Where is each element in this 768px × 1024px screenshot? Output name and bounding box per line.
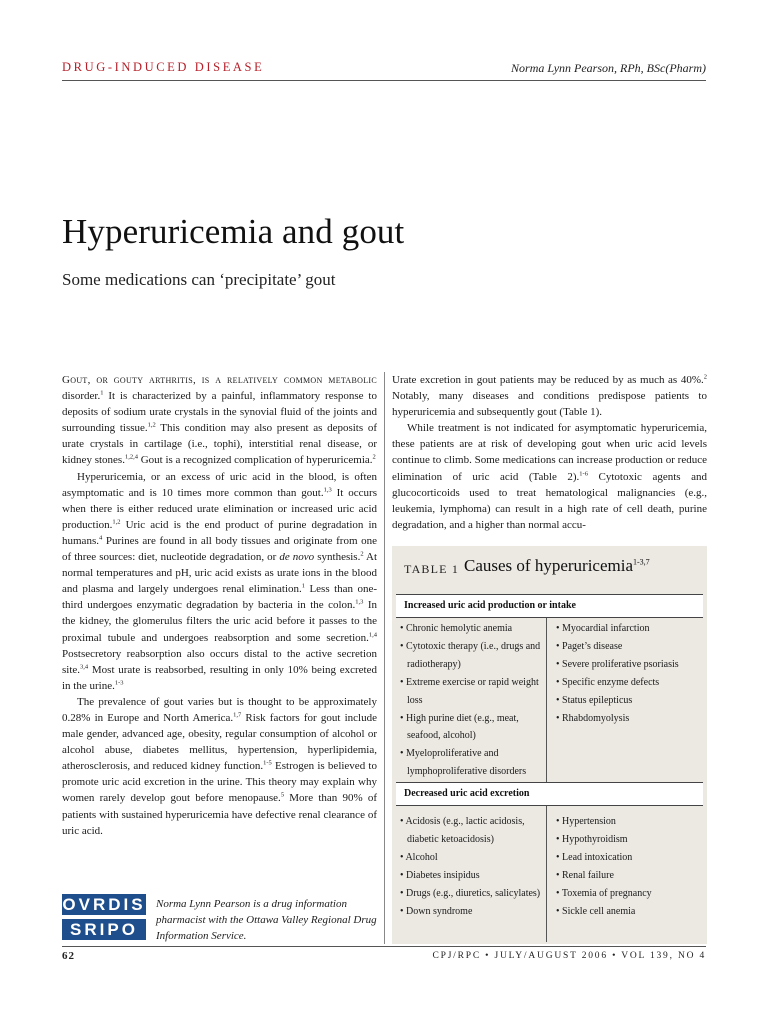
section-label: DRUG-INDUCED DISEASE <box>62 60 265 74</box>
citation-ref: 1-6 <box>579 469 588 477</box>
citation-ref: 1-5 <box>263 759 272 767</box>
paragraph-prevalence <box>62 694 377 839</box>
table-list-item: • Cytotoxic therapy (i.e., drugs and radiotherapy) <box>400 638 545 674</box>
citation-ref: 1,2 <box>112 518 121 526</box>
citation-ref: 2 <box>372 453 376 461</box>
author-bio: Norma Lynn Pearson is a drug information pharmacist with the Ottawa Valley Regional Drug Information Service. <box>156 898 377 942</box>
text-run: At normal temperatures and pH, uric acid exists as urate ions in the blood and plasma and largely undergoes renal elimination. <box>62 551 378 596</box>
table-list-item: • Sickle cell anemia <box>556 903 701 921</box>
table-causes-of-hyperuricemia <box>392 546 707 944</box>
citation-ref: 1,3 <box>323 486 332 493</box>
text-run: Most urate is reabsorbed, resulting in only 10% being excreted in the urine. <box>62 663 377 692</box>
paragraph-intro <box>62 372 377 469</box>
citation-ref: 2 <box>360 550 364 558</box>
text-run: This condition may also present as deposits of urate crystals in cartilage (i.e., tophi), interstitial renal disease, or kidney stones. <box>62 422 377 467</box>
text-run: Cytotoxic agents and glucocorticoids used to treat hematological malignancies (e.g., leukemia, lymphoma) can result in a high rate of cell death, purine degradation, and a higher than normal accu- <box>392 470 707 531</box>
table-list-item: • Severe proliferative psoriasis <box>556 656 701 674</box>
table-list-item: • Toxemia of pregnancy <box>556 885 701 903</box>
lead-in-text: Gout, or gouty arthritis, is a relatively common metabolic <box>62 374 377 386</box>
table-column-divider <box>546 806 547 942</box>
column-divider <box>384 372 385 944</box>
logo-text-bottom: SRIPO <box>62 919 146 940</box>
table-title-text: Causes of hyperuricemia <box>464 556 633 575</box>
table-list-item: • Myeloproliferative and lymphoproliferative disorders <box>400 745 545 781</box>
citation-ref: 4 <box>98 534 103 542</box>
logo-text-top: OVRDIS <box>62 895 146 914</box>
article-subtitle: Some medications can ‘precipitate’ gout <box>62 270 336 289</box>
citation-ref: 1,2 <box>147 421 156 429</box>
table-list-item: • Drugs (e.g., diuretics, salicylates) <box>400 885 545 903</box>
text-run: synthesis. <box>314 551 361 564</box>
text-run: The prevalence of gout varies but is thought to be approximately 0.28% in Europe and North America. <box>62 695 377 724</box>
citation-ref: 1,3 <box>355 598 364 606</box>
text-run: Less than one-third undergoes enzymatic degradation by bacteria in the colon. <box>62 583 377 612</box>
journal-citation: CPJ/RPC • JULY/AUGUST 2006 • VOL 139, NO 4 <box>432 951 706 961</box>
table-list-item: • Paget’s disease <box>556 638 701 656</box>
citation-ref: 1,2,4 <box>124 453 138 461</box>
ovrdis-sripo-logo <box>62 894 146 942</box>
table-column-divider <box>546 618 547 783</box>
header-divider <box>62 80 706 81</box>
table-section-heading: Decreased uric acid excretion <box>396 782 703 806</box>
text-run: Risk factors for gout include male gender, advanced age, obesity, regular consumption of alcohol or alcohol abuse, diabetes mellitus, hypertension, hyperlipidemia, atherosclerosis, and reduced kidney function. <box>62 711 377 773</box>
text-run: Hyperuricemia, or an excess of uric acid in the blood, is often asymptomatic and is 10 times more common than gout. <box>62 470 377 499</box>
text-run: Estrogen is believed to promote uric acid excretion in the urine. This theory may explain why women rarely develop gout before menopause. <box>62 760 377 805</box>
text-run: Urate excretion in gout patients may be reduced by as much as 40%. <box>392 374 704 386</box>
citation-ref: 1-3,7 <box>633 557 650 567</box>
citation-ref: 1 <box>301 582 306 590</box>
author-byline: Norma Lynn Pearson, RPh, BSc(Pharm) <box>511 61 706 75</box>
citation-ref: 1,4 <box>368 630 377 638</box>
text-run: Postsecretory reabsorption also occurs distal to the active secretion site. <box>62 647 377 676</box>
citation-ref: 1,7 <box>233 711 242 719</box>
italic-term: de novo <box>279 551 315 564</box>
table-list-item: • Rhabdomyolysis <box>556 710 701 728</box>
table-section-heading: Increased uric acid production or intake <box>396 594 703 618</box>
footer-divider <box>62 946 706 947</box>
table-list-item: • Lead intoxication <box>556 849 701 867</box>
citation-ref: 3,4 <box>80 663 89 671</box>
paragraph-treatment <box>392 420 707 533</box>
table-list-item: • Diabetes insipidus <box>400 867 545 885</box>
table-list-increased-left <box>400 620 545 781</box>
text-run: Notably, many diseases and conditions predispose patients to hyperuricemia and subsequently gout (Table 1). <box>392 390 707 419</box>
table-list-item: • Specific enzyme defects <box>556 674 701 692</box>
page-number: 62 <box>62 950 75 962</box>
table-list-item: • Myocardial infarction <box>556 620 701 638</box>
text-run: In the kidney, the glomerulus filters the uric acid before it passes to the proximal tubule and undergoes reabsorption and some secretion. <box>62 599 377 644</box>
text-run: disorder. <box>62 390 101 403</box>
left-column <box>62 372 377 839</box>
right-column <box>392 372 707 533</box>
table-list-item: • Hypertension <box>556 813 701 831</box>
table-list-item: • Status epilepticus <box>556 692 701 710</box>
citation-ref: 2 <box>703 373 707 381</box>
text-run: Uric acid is the end product of purine degradation in humans. <box>62 518 377 547</box>
table-list-decreased-right <box>556 813 701 920</box>
paragraph-excretion <box>392 372 707 420</box>
text-run: It is characterized by a painful, inflammatory response to deposits of sodium urate crystals in the synovial fluid of the joints and surrounding tissue. <box>62 390 377 435</box>
text-run: Gout is a recognized complication of hyperuricemia. <box>137 454 373 467</box>
table-list-item: • Alcohol <box>400 849 545 867</box>
table-label: TABLE 1 <box>404 562 460 576</box>
table-list-item: • Down syndrome <box>400 903 545 921</box>
table-list-item: • Renal failure <box>556 867 701 885</box>
table-list-item: • Acidosis (e.g., lactic acidosis, diabetic ketoacidosis) <box>400 813 545 849</box>
table-list-item: • Chronic hemolytic anemia <box>400 620 545 638</box>
citation-ref: 5 <box>280 791 285 799</box>
text-run: While treatment is not indicated for asymptomatic hyperuricemia, these patients are at risk of developing gout when uric acid levels continue to climb. Some medications can increase production or reduce elimination of uric acid (Table 2). <box>392 422 707 483</box>
text-run: It occurs when there is either reduced urate elimination or increased uric acid production. <box>62 486 377 531</box>
text-run: Purines are found in all body tissues and originate from one of three sources: diet, nucleotide degradation, or <box>62 534 377 564</box>
table-list-item: • High purine diet (e.g., meat, seafood, alcohol) <box>400 710 545 746</box>
paragraph-hyperuricemia <box>62 469 377 694</box>
text-run: More than 90% of patients with sustained hyperuricemia have defective renal clearance of uric acid. <box>62 792 378 837</box>
table-list-item: • Hypothyroidism <box>556 831 701 849</box>
table-list-decreased-left <box>400 813 545 920</box>
table-list-increased-right <box>556 620 701 727</box>
table-title <box>464 556 650 576</box>
article-title: Hyperuricemia and gout <box>62 212 405 251</box>
citation-ref: 1 <box>100 389 104 397</box>
citation-ref: 1-3 <box>114 679 124 687</box>
table-list-item: • Extreme exercise or rapid weight loss <box>400 674 545 710</box>
